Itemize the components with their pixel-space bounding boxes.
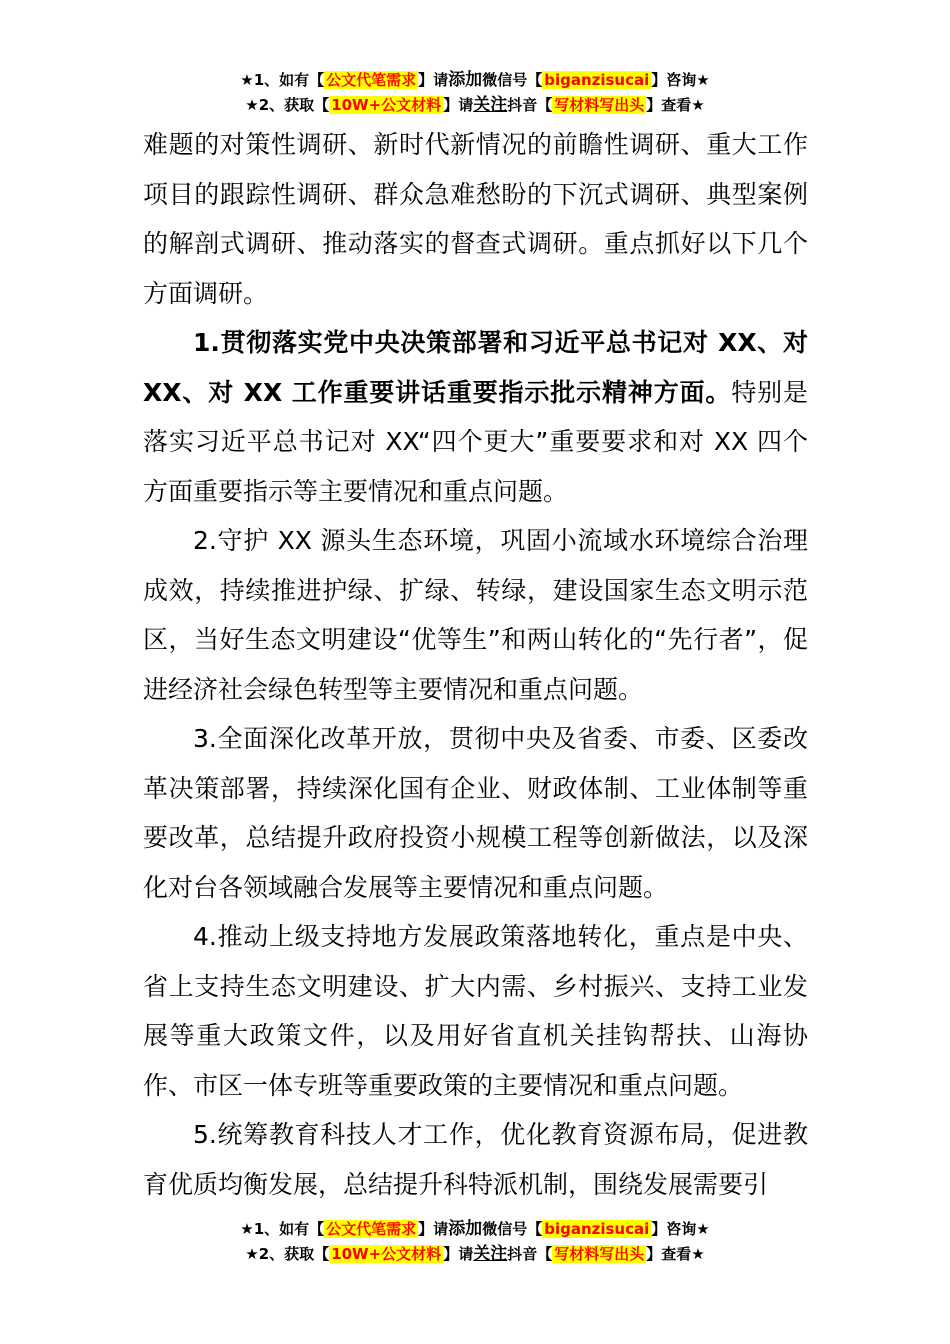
- banner-text: 】请: [418, 1220, 449, 1238]
- paragraph-item-4: 4.推动上级支持地方发展政策落地转化，重点是中央、省上支持生态文明建设、扩大内需、乡村振兴、支持工业发展等重大政策文件，以及用好省直机关挂钩帮扶、山海协作、市区一体专班等重要政策的主要情况和重点问题。: [143, 922, 808, 1100]
- banner-highlight: biganzisucai: [544, 71, 650, 89]
- paragraph-item-1: [143, 318, 808, 516]
- banner-highlight: 写材料写出头: [554, 1245, 645, 1263]
- banner-text: 】查看★: [646, 1245, 705, 1263]
- banner-text: 微信号【: [482, 1220, 543, 1238]
- banner-text: ★2、获取【: [245, 96, 330, 114]
- banner-text: 】请: [418, 71, 449, 89]
- banner-text: 】咨询★: [651, 71, 710, 89]
- document-body: [143, 120, 808, 1209]
- banner-highlight: 写材料写出头: [554, 96, 645, 114]
- banner-highlight: 10W+公文材料: [331, 1245, 442, 1263]
- banner-text: 】查看★: [646, 96, 705, 114]
- banner-line-2: [0, 1242, 950, 1267]
- footer-banner: [0, 1217, 950, 1267]
- banner-text: 】请: [443, 96, 474, 114]
- banner-line-1: [0, 68, 950, 93]
- banner-emphasis: 添加: [448, 70, 483, 90]
- banner-highlight: 公文代笔需求: [326, 1220, 417, 1238]
- banner-line-1: [0, 1217, 950, 1242]
- banner-highlight: 10W+公文材料: [331, 96, 442, 114]
- banner-text: ★1、如有【: [240, 1220, 325, 1238]
- item-1-heading: 1.贯彻落实党中央决策部署和习近平总书记对 XX、对 XX、对 XX 工作重要讲话重要指示批示精神方面。: [143, 328, 808, 407]
- item-1-text: 特别是落实习近平总书记对 XX“四个更大”重要要求和对 XX 四个方面重要指示等主要情况和重点问题。: [143, 377, 808, 506]
- banner-text: ★1、如有【: [240, 71, 325, 89]
- paragraph-item-3: 3.全面深化改革开放，贯彻中央及省委、市委、区委改革决策部署，持续深化国有企业、财政体制、工业体制等重要改革，总结提升政府投资小规模工程等创新做法，以及深化对台各领域融合发展等主要情况和重点问题。: [143, 724, 808, 902]
- header-banner: [0, 68, 950, 118]
- banner-text: 抖音【: [507, 1245, 553, 1263]
- banner-text: 微信号【: [482, 71, 543, 89]
- paragraph-continuation: 难题的对策性调研、新时代新情况的前瞻性调研、重大工作项目的跟踪性调研、群众急难愁盼的下沉式调研、典型案例的解剖式调研、推动落实的督查式调研。重点抓好以下几个方面调研。: [143, 130, 808, 308]
- banner-line-2: [0, 93, 950, 118]
- banner-text: ★2、获取【: [245, 1245, 330, 1263]
- banner-text: 】请: [443, 1245, 474, 1263]
- banner-text: 】咨询★: [651, 1220, 710, 1238]
- banner-highlight: biganzisucai: [544, 1220, 650, 1238]
- banner-highlight: 公文代笔需求: [326, 71, 417, 89]
- banner-emphasis: 关注: [473, 1244, 508, 1264]
- paragraph-item-2: 2.守护 XX 源头生态环境，巩固小流域水环境综合治理成效，持续推进护绿、扩绿、转绿，建设国家生态文明示范区，当好生态文明建设“优等生”和两山转化的“先行者”，促进经济社会绿色转型等主要情况和重点问题。: [143, 526, 808, 704]
- banner-emphasis: 添加: [448, 1219, 483, 1239]
- banner-emphasis: 关注: [473, 95, 508, 115]
- banner-text: 抖音【: [507, 96, 553, 114]
- paragraph-item-5: 5.统筹教育科技人才工作，优化教育资源布局，促进教育优质均衡发展，总结提升科特派机制，围绕发展需要引: [143, 1120, 808, 1199]
